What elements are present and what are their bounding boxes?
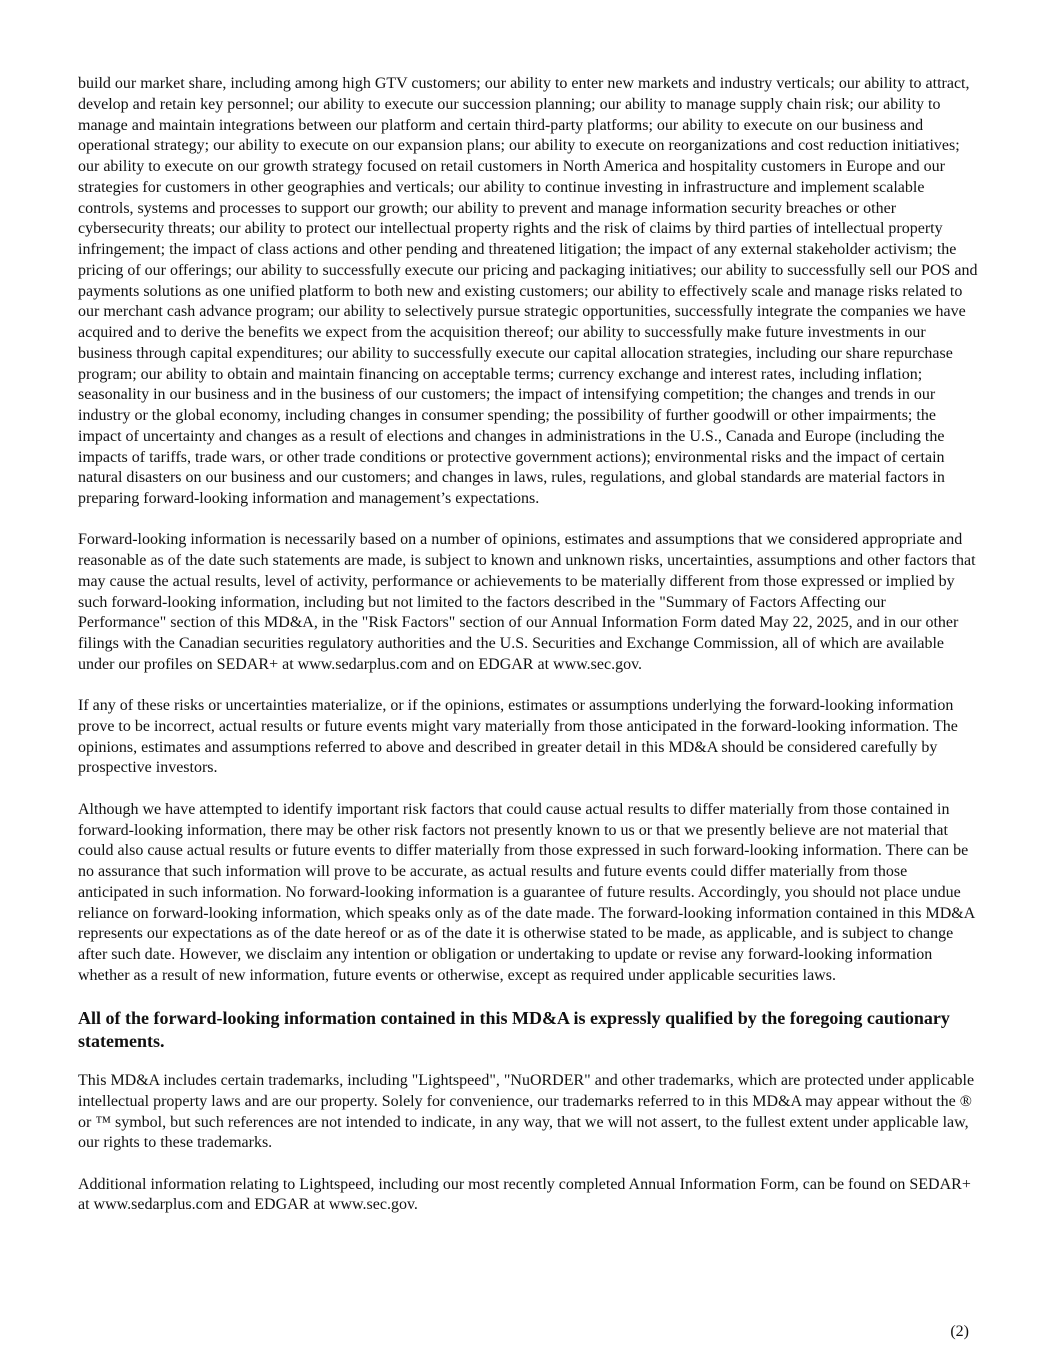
additional-information-paragraph: Additional information relating to Lightspeed, including our most recently completed Annual Information Form, can be found on SEDAR+ at www.sedarplus.com and EDGAR at www.sec.gov. xyxy=(78,1175,971,1214)
trademarks-paragraph: This MD&A includes certain trademarks, including "Lightspeed", "NuORDER" and other trademarks, which are protected under applicable intellectual property laws and are our property. Solely for convenience, our trademarks referred to in this MD&A may appear without the ® or ™ symbol, but such references are not intended to indicate, in any way, that we will not assert, to the fullest extent under applicable law, our rights to these trademarks. xyxy=(78,1072,975,1152)
page-number: (2) xyxy=(950,1323,969,1340)
undue-reliance-paragraph: Although we have attempted to identify important risk factors that could cause actual results to differ materially from those contained in forward-looking information, there may be other risk factors not presently known to us or that we presently believe are not material that could also cause actual results or future events to differ materially from those expressed in such forward-looking information. There can be no assurance that such information will prove to be accurate, as actual results and future events could differ materially from those anticipated in such information. No forward-looking information is a guarantee of future results. Accordingly, you should not place undue reliance on forward-looking information, which speaks only as of the date made. The forward-looking information contained in this MD&A represents our expectations as of the date hereof or as of the date it is otherwise stated to be made, as applicable, and is subject to change after such date. However, we disclaim any intention or obligation or undertaking to update or revise any forward-looking information whether as a result of new information, future events or otherwise, except as required under applicable securities laws. xyxy=(78,800,975,984)
forward-looking-assumptions-paragraph: Forward-looking information is necessarily based on a number of opinions, estimates and assumptions that we considered appropriate and reasonable as of the date such statements are made, is subject to known and unknown risks, uncertainties, assumptions and other factors that may cause the actual results, level of activity, performance or achievements to be materially different from those expressed or implied by such forward-looking information, including but not limited to the factors described in the "Summary of Factors Affecting our Performance" section of this MD&A, in the "Risk Factors" section of our Annual Information Form dated May 22, 2025, and in our other filings with the Canadian securities regulatory authorities and the U.S. Securities and Exchange Commission, all of which are available under our profiles on SEDAR+ at www.sedarplus.com and on EDGAR at www.sec.gov. xyxy=(78,531,976,673)
document-page xyxy=(78,74,978,1237)
cautionary-statement-heading: All of the forward-looking information contained in this MD&A is expressly qualified by the foregoing cautionary statements. xyxy=(78,1008,950,1052)
risks-materialize-paragraph: If any of these risks or uncertainties materialize, or if the opinions, estimates or assumptions underlying the forward-looking information prove to be incorrect, actual results or future events might vary materially from those anticipated in the forward-looking information. The opinions, estimates and assumptions referred to above and described in greater detail in this MD&A should be considered carefully by prospective investors. xyxy=(78,697,958,777)
risk-factors-paragraph: build our market share, including among high GTV customers; our ability to enter new markets and industry verticals; our ability to attract, develop and retain key personnel; our ability to execute our succession planning; our ability to manage supply chain risk; our ability to manage and maintain integrations between our platform and certain third-party platforms; our ability to execute on our business and operational strategy; our ability to execute on our expansion plans; our ability to execute on reorganizations and cost reduction initiatives; our ability to execute on our growth strategy focused on retail customers in North America and hospitality customers in Europe and our strategies for customers in other geographies and verticals; our ability to continue investing in infrastructure and implement scalable controls, systems and processes to support our growth; our ability to prevent and manage information security breaches or other cybersecurity threats; our ability to protect our intellectual property rights and the risk of claims by third parties of intellectual property infringement; the impact of class actions and other pending and threatened litigation; the impact of any external stakeholder activism; the pricing of our offerings; our ability to successfully execute our pricing and packaging initiatives; our ability to successfully sell our POS and payments solutions as one unified platform to both new and existing customers; our ability to effectively scale and manage risks related to our merchant cash advance program; our ability to selectively pursue strategic opportunities, successfully integrate the companies we have acquired and to derive the benefits we expect from the acquisition thereof; our ability to successfully make future investments in our business through capital expenditures; our ability to successfully execute our capital allocation strategies, including our share repurchase program; our ability to obtain and maintain financing on acceptable terms; currency exchange and interest rates, including inflation; seasonality in our business and in the business of our customers; the impact of intensifying competition; the changes and trends in our industry or the global economy, including changes in consumer spending; the possibility of further goodwill or other impairments; the impact of uncertainty and changes as a result of elections and changes in administrations in the U.S., Canada and Europe (including the impacts of tariffs, trade wars, or other trade conditions or protective government actions); environmental risks and the impact of certain natural disasters on our business and our customers; and changes in laws, rules, regulations, and global standards are material factors in preparing forward-looking information and management’s expectations. xyxy=(78,75,978,507)
